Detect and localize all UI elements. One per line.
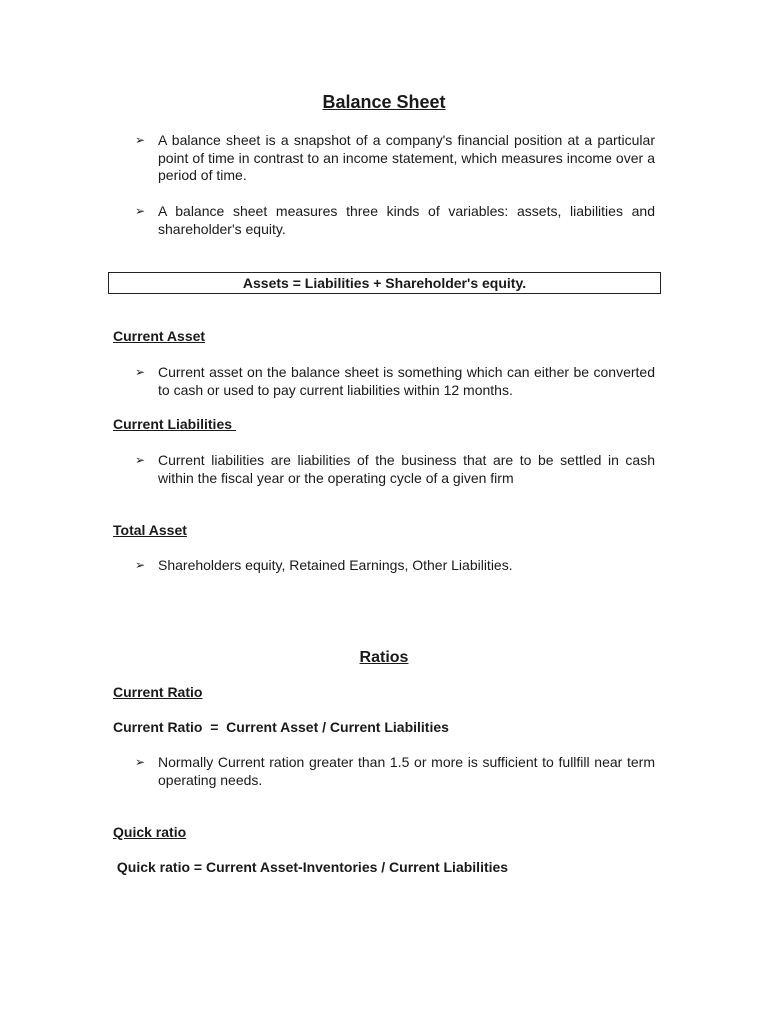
ratios-title: Ratios (359, 649, 409, 666)
section-heading: Quick ratio (113, 824, 187, 840)
bullet-text: A balance sheet measures three kinds of variables: assets, liabilities and shareholder's equity. (158, 203, 655, 237)
list-item (135, 754, 655, 789)
bullet-text: Shareholders equity, Retained Earnings, Other Liabilities. (158, 557, 513, 573)
section-heading: Current Liabilities (113, 416, 236, 432)
list-item (135, 364, 655, 399)
arrow-bullet-icon: ➢ (135, 204, 146, 218)
bullet-text: Current liabilities are liabilities of the business that are to be settled in cash within the fiscal year or the operating cycle of a given firm (158, 452, 655, 486)
arrow-bullet-icon: ➢ (135, 133, 146, 147)
section-heading: Total Asset (113, 522, 187, 538)
bullet-text: Current asset on the balance sheet is something which can either be converted to cash or used to pay current liabilities within 12 months. (158, 364, 655, 398)
quick-ratio-formula: Quick ratio = Current Asset-Inventories / Current Liabilities (113, 859, 509, 875)
bullet-text: A balance sheet is a snapshot of a company's financial position at a particular point of time in contrast to an income statement, which measures income over a period of time. (158, 132, 655, 183)
current-ratio-formula: Current Ratio = Current Asset / Current Liabilities (113, 719, 449, 735)
list-item (135, 452, 655, 487)
accounting-equation-box: Assets = Liabilities + Shareholder's equity. (108, 272, 661, 294)
list-item (135, 557, 655, 575)
section-heading: Current Asset (113, 328, 206, 344)
arrow-bullet-icon: ➢ (135, 558, 146, 572)
section-heading: Current Ratio (113, 684, 203, 700)
arrow-bullet-icon: ➢ (135, 755, 146, 769)
bullet-text: Normally Current ration greater than 1.5 or more is sufficient to fullfill near term operating needs. (158, 754, 655, 788)
list-item (135, 203, 655, 238)
page-title: Balance Sheet (322, 92, 446, 112)
arrow-bullet-icon: ➢ (135, 453, 146, 467)
arrow-bullet-icon: ➢ (135, 365, 146, 379)
list-item (135, 132, 655, 185)
